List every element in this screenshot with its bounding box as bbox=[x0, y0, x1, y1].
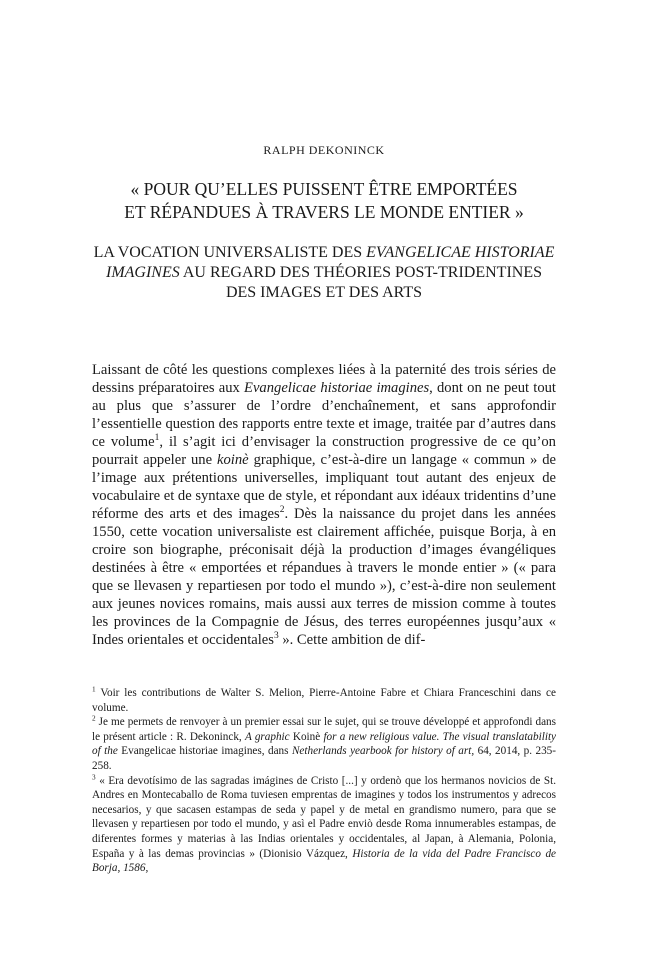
footnote-text: « Era devotísimo de las sagradas imágines de Cristo [...] y ordenò que los hermanos novicios de St. Andres en Montecaballo de Roma tuviesen emprentas de imagines y todos los instrumentos y adrecos necesarios, y que sacasen estampas de seda y papel y de metal en grandismo numero, para que se llevasen y repartiesen por todo el mundo, y asì el Padre enviò desde Roma innumerables estampas, de diferentes formes y materias à las Indias orientales y occidentales, al Japan, à Alemania, Polonia, España y à las demas provincias » (Dionisio Vázquez, bbox=[92, 774, 556, 860]
body-italic: Evangelicae historiae imagines bbox=[244, 380, 430, 396]
footnote-text: Voir les contributions de Walter S. Melion, Pierre-Antoine Fabre et Chiara Franceschini dans ce volume. bbox=[92, 687, 556, 714]
footnote-number: 2 bbox=[92, 714, 96, 723]
footnote-number: 3 bbox=[92, 772, 96, 781]
footnote-1 bbox=[92, 686, 556, 715]
footnote-italic: Netherlands yearbook for history of art, bbox=[291, 745, 475, 758]
title-line-2: ET RÉPANDUES À TRAVERS LE MONDE ENTIER » bbox=[124, 202, 524, 222]
body-text-segment: . Dès la naissance du projet dans les années 1550, cette vocation universaliste est clairement affichée, puisque Borja, à en croire son biographe, préconisait déjà la production d’images évangéliques destinées à être « emportées et répandues à travers le monde entier » (« para que se llevasen y repartiesen por todo el mundo »), c’est-à-dire non seulement aux jeunes novices romains, mais aussi aux terres de mission comme à toutes les provinces de la Compagnie de Jésus, des terres européennes jusqu’aux « Indes orientales et occidentales bbox=[92, 506, 556, 648]
article-subtitle bbox=[92, 243, 556, 303]
body-text-segment: Laissant de côté les questions complexes liées à la paternité des trois séries de dessins préparatoires aux bbox=[92, 362, 556, 396]
body-text-segment: graphique, c’est-à-dire un langage « commun » de l’image aux prétentions universelles, impliquant tout autant des enjeux de vocabulaire et de syntaxe que de style, et répondant aux idéaux tridentins d’une réforme des arts et des images bbox=[92, 452, 556, 522]
subtitle-text: LA VOCATION UNIVERSALISTE DES bbox=[93, 244, 367, 261]
body-italic: koinè bbox=[217, 452, 249, 468]
footnote-ref-3[interactable]: 3 bbox=[273, 631, 279, 642]
footnote-text: Evangelicae historiae imagines, dans bbox=[117, 745, 292, 758]
author-name: RALPH DEKONINCK bbox=[263, 143, 385, 157]
footnote-text: 64, 2014, p. 235-258. bbox=[92, 745, 557, 772]
body-text-segment: , dont on ne peut tout au plus que s’assurer de l’ordre d’enchaînement, et sans approfondir l’essentielle question des rapports entre texte et image, traitée par d’autres dans ce volume bbox=[92, 380, 556, 450]
footnote-text: Je me permets de renvoyer à un premier essai sur le sujet, qui se trouve développé et approfondi dans le présent article : R. Dekoninck, bbox=[92, 716, 556, 743]
footnote-italic: Historia de la vida del Padre Francisco de Borja, 1586, bbox=[92, 847, 557, 875]
footnote-2 bbox=[92, 715, 556, 773]
article-title bbox=[92, 178, 556, 224]
body-text-segment: , il s’agit ici d’envisager la construction progressive de ce qu’on pourrait appeler une bbox=[92, 434, 556, 468]
footnote-ref-1[interactable]: 1 bbox=[154, 433, 160, 444]
footnotes bbox=[92, 686, 556, 876]
footnote-3 bbox=[92, 774, 556, 876]
subtitle-italic: EVANGELICAE HISTORIAE IMAGINES bbox=[105, 244, 555, 281]
footnote-text: Koinè bbox=[289, 730, 324, 743]
footnote-ref-2[interactable]: 2 bbox=[279, 505, 285, 516]
footnote-italic: A graphic bbox=[244, 730, 290, 743]
body-text-segment: ». Cette ambition de dif- bbox=[278, 632, 426, 648]
subtitle-text-end: AU REGARD DES THÉORIES POST-TRIDENTINES DES IMAGES ET DES ARTS bbox=[179, 264, 542, 301]
footnote-number: 1 bbox=[92, 685, 96, 694]
footnote-italic: for a new religious value. The visual translatability of the bbox=[92, 730, 557, 758]
body-paragraph bbox=[92, 361, 556, 649]
title-line-1: « POUR QU’ELLES PUISSENT ÊTRE EMPORTÉES bbox=[130, 179, 518, 199]
